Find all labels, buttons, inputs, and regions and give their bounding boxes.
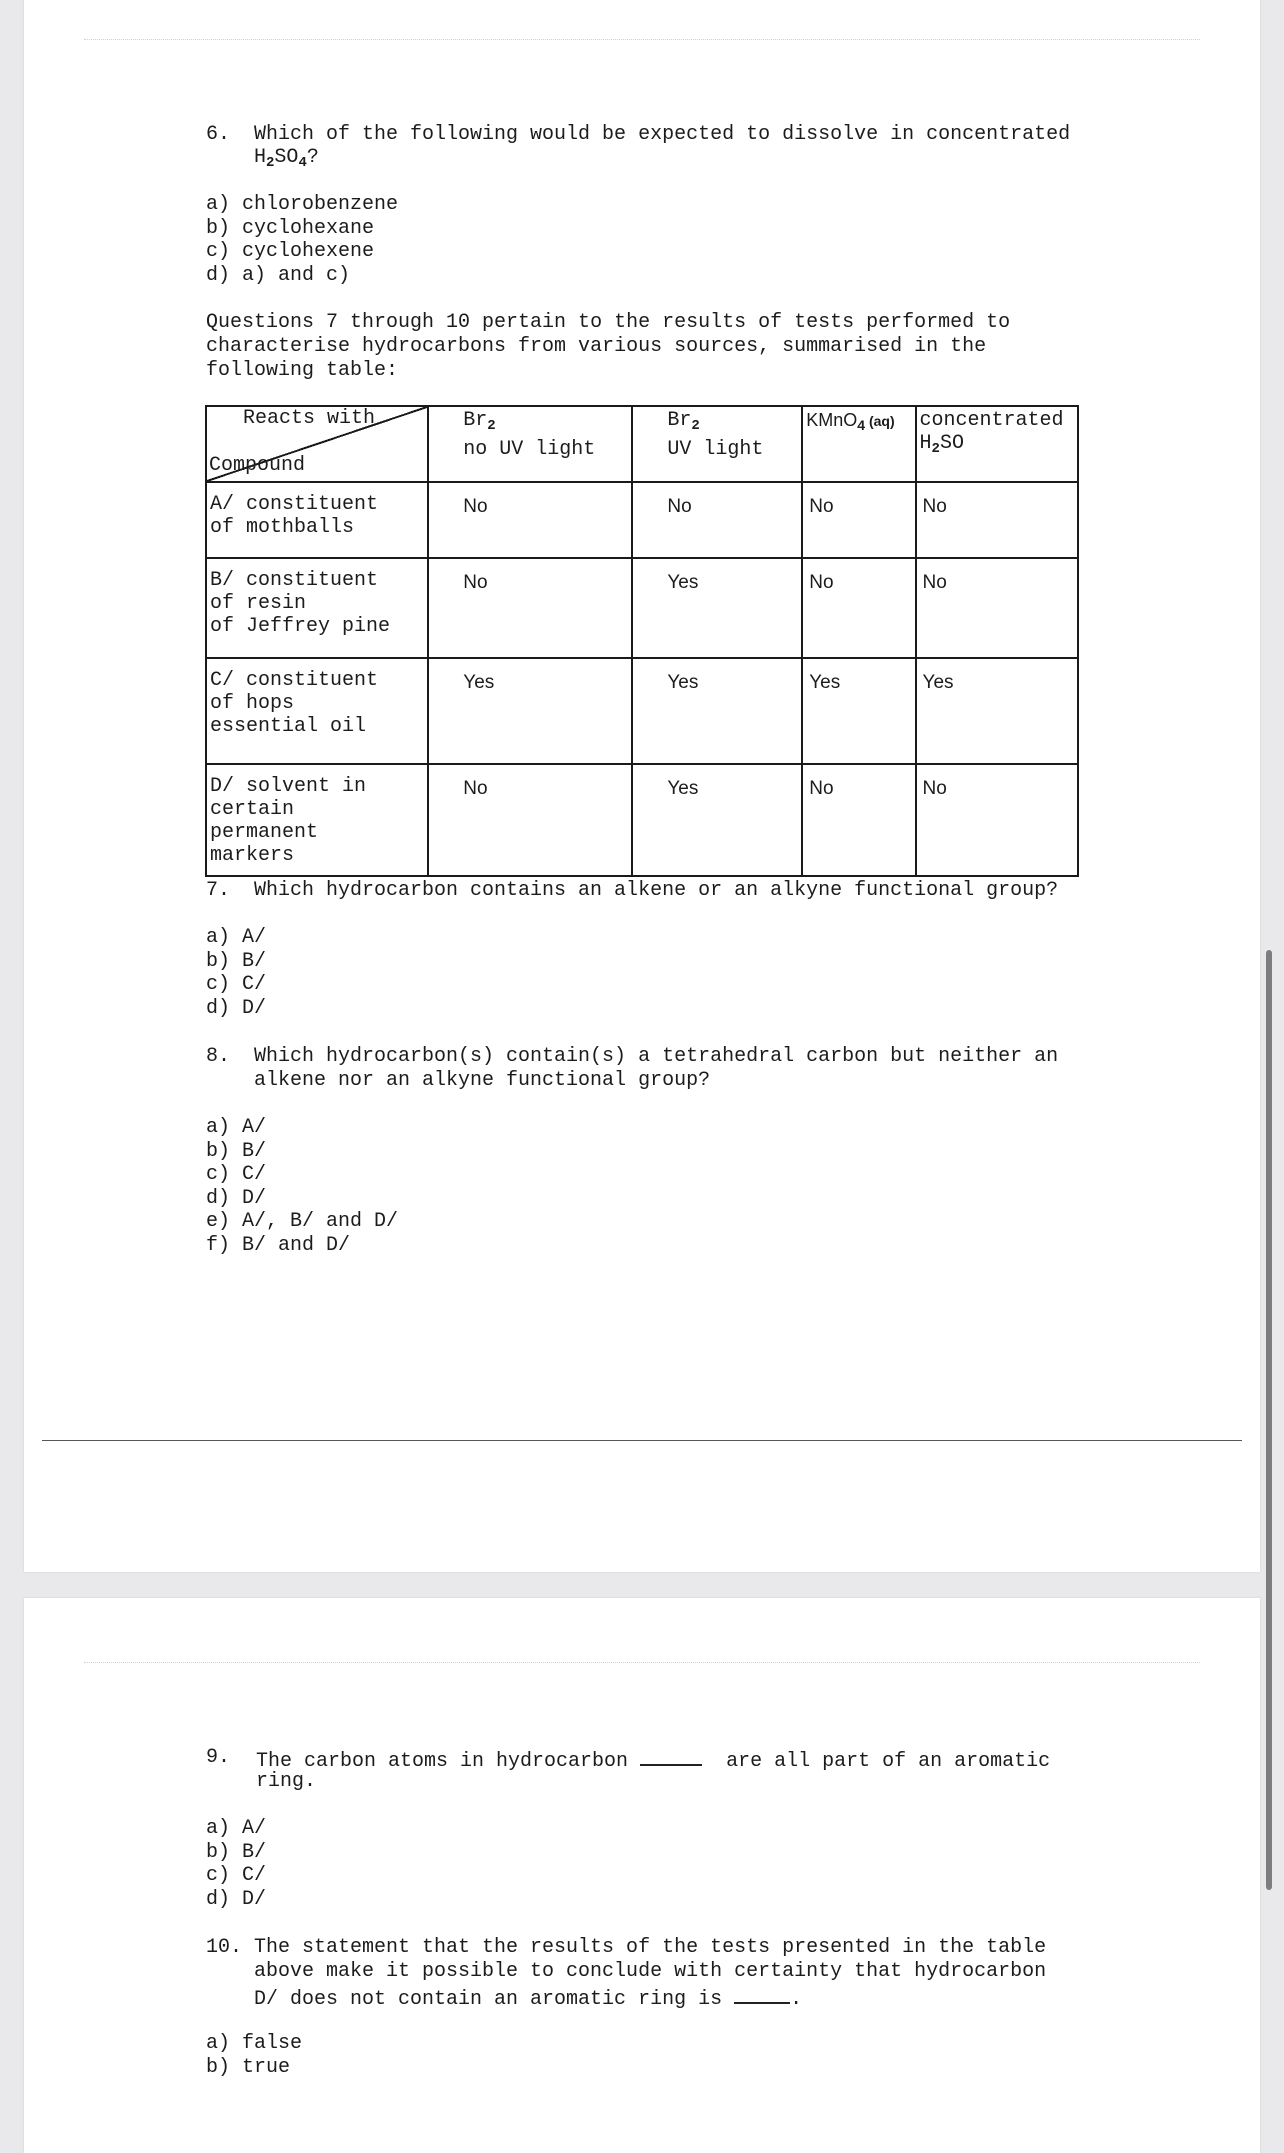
section-divider (42, 1440, 1242, 1441)
option: b) true (206, 2055, 291, 2079)
option: a) A/ (206, 1116, 267, 1139)
option: a) chlorobenzene (206, 193, 399, 216)
question-6-text: Which of the following would be expected to dissolve in concentrated (254, 123, 1071, 146)
question-10-line-3: D/ does not contain an aromatic ring is . (254, 1984, 802, 2012)
table-corner-cell (206, 406, 428, 482)
question-10-line-1: The statement that the results of the tests presented in the table (254, 1936, 1047, 1959)
compound-a-cell: A/ constituent of mothballs (206, 482, 428, 558)
option: d) D/ (206, 1887, 267, 1911)
answer-blank (640, 1746, 702, 1766)
option: d) D/ (206, 1186, 267, 1210)
result-cell: No (428, 764, 632, 876)
table-row (206, 482, 1078, 558)
question-7-options (206, 926, 266, 1020)
question-8-line-2: alkene nor an alkyne functional group? (254, 1069, 711, 1092)
result-cell: No (802, 764, 915, 876)
question-6-options (206, 193, 398, 287)
question-10-line-2: above make it possible to conclude with certainty that hydrocarbon (254, 1960, 1047, 1983)
question-6-formula: $H_2SO_4$? (254, 146, 319, 171)
question-7-text: Which hydrocarbon contains an alkene or an alkyne functional group? (254, 879, 1059, 902)
option: a) A/ (206, 1817, 267, 1840)
col-header-h2so: concentrated $H_2SO$ (916, 406, 1078, 482)
question-6-number: 6. (206, 123, 231, 146)
compound-d-cell: D/ solvent in certain permanent markers (206, 764, 428, 876)
result-cell: No (916, 558, 1078, 658)
question-9-number: 9. (206, 1746, 231, 1769)
result-cell: Yes (428, 658, 632, 764)
document-page-1 (24, 0, 1260, 1572)
result-cell: Yes (632, 764, 802, 876)
result-cell: No (632, 482, 802, 558)
question-9-line-2: ring. (256, 1770, 317, 1793)
question-9-text: The carbon atoms in hydrocarbon are all part of an aromatic (256, 1746, 1050, 1774)
option: b) B/ (206, 949, 267, 973)
page-top-divider (84, 39, 1200, 40)
option: e) A/, B/ and D/ (206, 1210, 399, 1233)
answer-blank (734, 1984, 790, 2004)
result-cell: Yes (632, 558, 802, 658)
result-cell: No (802, 482, 915, 558)
option: a) false (206, 2032, 303, 2055)
question-9-options (206, 1817, 266, 1911)
table-row (206, 764, 1078, 876)
option: d) a) and c) (206, 263, 351, 287)
result-cell: No (916, 764, 1078, 876)
option: f) B/ and D/ (206, 1233, 351, 1257)
corner-top-label: Reacts with (243, 407, 376, 430)
results-table (205, 405, 1079, 877)
result-cell: Yes (802, 658, 915, 764)
table-row (206, 658, 1078, 764)
option: b) B/ (206, 1840, 267, 1864)
document-page-2 (24, 1598, 1260, 2153)
question-7-number: 7. (206, 879, 231, 902)
question-8-line-1: Which hydrocarbon(s) contain(s) a tetrahedral carbon but neither an (254, 1045, 1059, 1068)
option: a) A/ (206, 926, 267, 949)
option: c) C/ (206, 973, 267, 996)
option: c) C/ (206, 1864, 267, 1887)
question-10-number: 10. (206, 1936, 243, 1959)
compound-b-cell: B/ constituent of resin of Jeffrey pine (206, 558, 428, 658)
option: b) B/ (206, 1139, 267, 1163)
intro-line-3: following table: (206, 359, 399, 382)
corner-bottom-label: Compound (209, 454, 306, 477)
option: d) D/ (206, 996, 267, 1020)
page-top-divider (84, 1662, 1200, 1663)
compound-c-cell: C/ constituent of hops essential oil (206, 658, 428, 764)
intro-line-2: characterise hydrocarbons from various sources, summarised in the (206, 335, 987, 358)
option: c) C/ (206, 1163, 267, 1186)
table-header-row (206, 406, 1078, 482)
option: c) cyclohexene (206, 240, 375, 263)
col-header-kmno4: KMnO$_4$ (aq) (802, 406, 915, 482)
result-cell: No (802, 558, 915, 658)
result-cell: No (428, 482, 632, 558)
intro-line-1: Questions 7 through 10 pertain to the results of tests performed to (206, 311, 1011, 334)
result-cell: Yes (632, 658, 802, 764)
col-header-br2-no-uv: $Br_2$ no UV light (428, 406, 632, 482)
result-cell: Yes (916, 658, 1078, 764)
col-header-br2-uv: $Br_2$ UV light (632, 406, 802, 482)
option: b) cyclohexane (206, 216, 375, 240)
scrollbar[interactable] (1266, 950, 1272, 1890)
table-row (206, 558, 1078, 658)
question-8-options (206, 1116, 398, 1257)
question-10-options (206, 2032, 302, 2079)
result-cell: No (916, 482, 1078, 558)
result-cell: No (428, 558, 632, 658)
question-8-number: 8. (206, 1045, 231, 1068)
